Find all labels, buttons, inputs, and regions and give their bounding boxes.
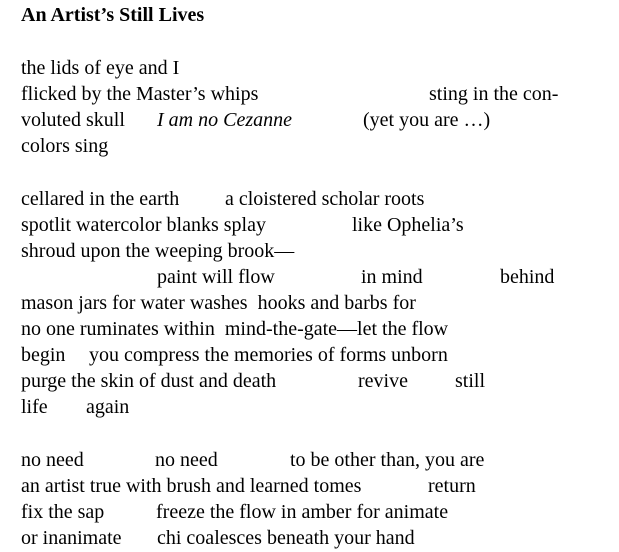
poem-line [0, 186, 619, 212]
line-text: voluted skull [21, 109, 125, 131]
line-text: freeze the flow in amber for animate [156, 501, 449, 523]
line-text: purge the skin of dust and death [21, 370, 277, 392]
line-text: colors sing [21, 135, 109, 157]
line-text: mason jars for water washes hooks and barbs for [21, 292, 416, 314]
line-text: to be other than, you are [290, 449, 485, 471]
line-text: shroud upon the weeping brook— [21, 240, 295, 262]
line-text: revive [358, 370, 408, 392]
line-text: flicked by the Master’s whips [21, 83, 259, 105]
line-text: or inanimate [21, 527, 122, 549]
poem-line [0, 264, 619, 290]
line-text: begin [21, 344, 66, 366]
poem-line [0, 238, 619, 264]
poem-line [0, 499, 619, 525]
line-text: cellared in the earth [21, 188, 180, 210]
line-text: return [428, 475, 476, 497]
poem-line [0, 133, 619, 159]
line-text: (yet you are …) [363, 109, 491, 131]
line-text: no one ruminates within mind-the-gate—let the flow [21, 318, 449, 340]
line-text: no need [21, 449, 84, 471]
line-text: no need [155, 449, 218, 471]
line-text: spotlit watercolor blanks splay [21, 214, 266, 236]
line-text: again [86, 396, 130, 418]
poem-line [0, 342, 619, 368]
line-text: the lids of eye and I [21, 57, 180, 79]
line-text: fix the sap [21, 501, 105, 523]
poem-line [0, 316, 619, 342]
line-text: chi coalesces beneath your hand [157, 527, 415, 549]
line-text: still [455, 370, 486, 392]
poem-line [0, 290, 619, 316]
line-text: an artist true with brush and learned tomes [21, 475, 362, 497]
poem-line [0, 447, 619, 473]
line-text: you compress the memories of forms unborn [89, 344, 448, 366]
poem-line [0, 473, 619, 499]
poem-title: An Artist’s Still Lives [21, 4, 205, 26]
poem-line [0, 394, 619, 420]
poem-line [0, 55, 619, 81]
line-text: sting in the con- [429, 83, 559, 105]
line-text: in mind [361, 266, 423, 288]
line-text: paint will flow [157, 266, 275, 288]
poem-line [0, 368, 619, 394]
line-text: life [21, 396, 48, 418]
line-text-italic: I am no Cezanne [157, 109, 292, 131]
poem-line [0, 81, 619, 107]
poem-line [0, 212, 619, 238]
poem-line [0, 525, 619, 551]
line-text: a cloistered scholar roots [225, 188, 425, 210]
poem-line [0, 107, 619, 133]
line-text: behind [500, 266, 555, 288]
line-text: like Ophelia’s [352, 214, 464, 236]
